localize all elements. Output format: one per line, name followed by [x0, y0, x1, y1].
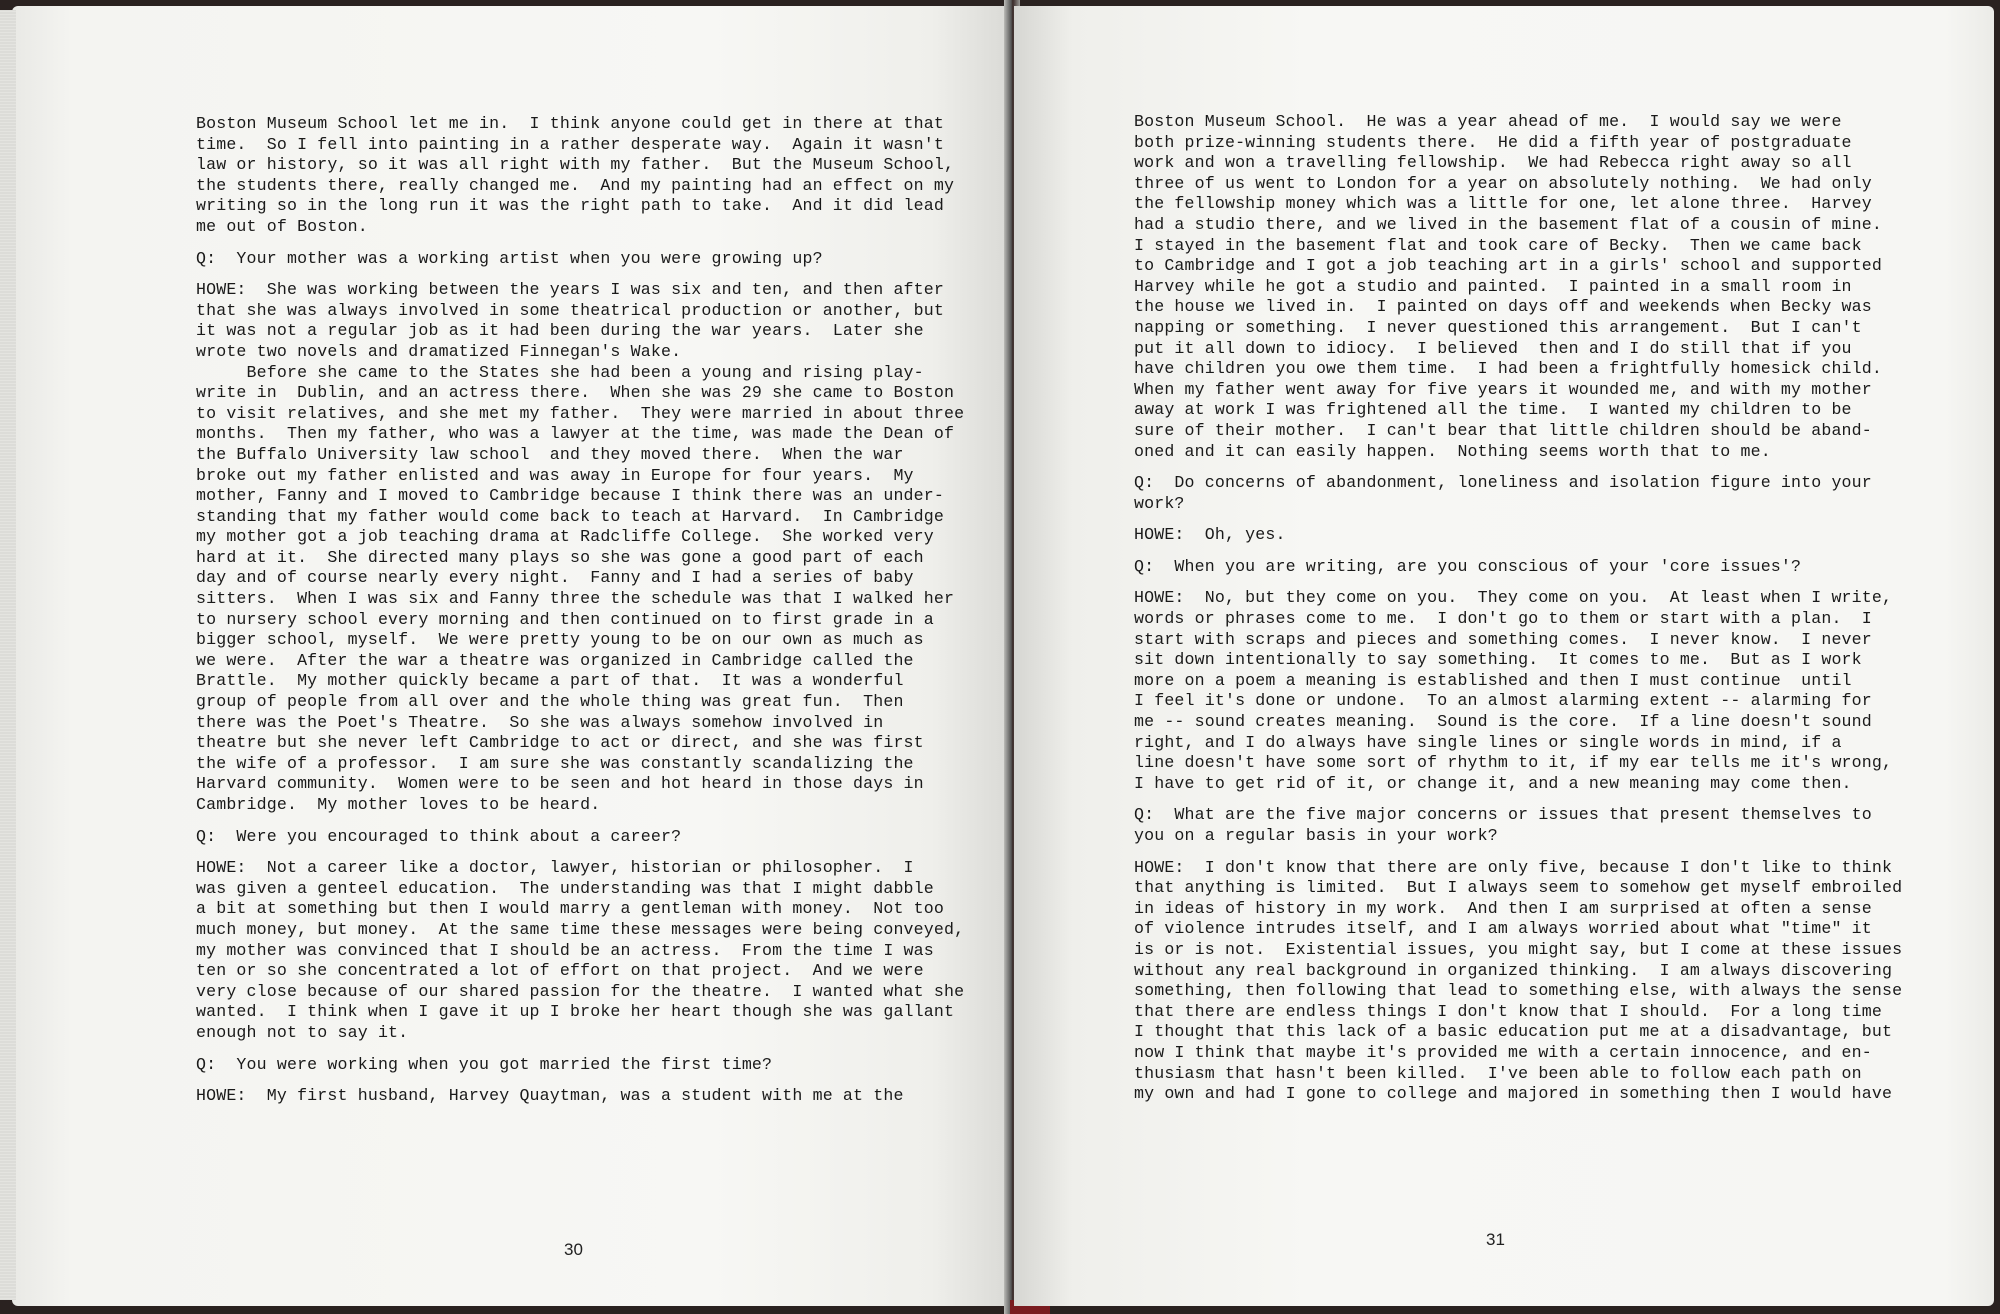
text-line: writing so in the long run it was the right path to take. And it did lead	[196, 196, 944, 216]
text-line: HOWE: No, but they come on you. They come on you. At least when I write,	[1134, 588, 1893, 608]
text-line: Q: You were working when you got married the first time?	[196, 1054, 773, 1074]
text-line: wrote two novels and dramatized Finnegan's Wake.	[196, 341, 682, 361]
text-line: right, and I do always have single lines or single words in mind, if a	[1134, 732, 1842, 752]
text-line: When my father went away for five years it wounded me, and with my mother	[1134, 379, 1872, 399]
text-line: Brattle. My mother quickly became a part of that. It was a wonderful	[196, 671, 904, 691]
left-page-number: 30	[564, 1240, 583, 1259]
left-page	[12, 6, 1012, 1306]
text-line: words or phrases come to me. I don't go to them or start with a plan. I	[1134, 609, 1872, 629]
text-line: the wife of a professor. I am sure she was constantly scandalizing the	[196, 753, 914, 773]
text-line: in ideas of history in my work. And then I am surprised at often a sense	[1134, 898, 1872, 918]
text-line: Q: Do concerns of abandonment, loneliness and isolation figure into your	[1134, 473, 1872, 493]
text-line: sure of their mother. I can't bear that little children should be aband-	[1134, 420, 1872, 440]
text-line: Boston Museum School. He was a year ahead of me. I would say we were	[1134, 112, 1842, 131]
text-line: I thought that this lack of a basic education put me at a disadvantage, but	[1134, 1022, 1893, 1042]
text-line: had a studio there, and we lived in the basement flat of a cousin of mine.	[1134, 214, 1882, 234]
blank-line	[1134, 546, 1954, 557]
left-page-text	[196, 114, 996, 1107]
page-edges	[0, 10, 16, 1300]
text-line: there was the Poet's Theatre. So she was always somehow involved in	[196, 712, 884, 732]
text-line: bigger school, myself. We were pretty young to be on our own as much as	[196, 630, 924, 650]
text-line: was given a genteel education. The understanding was that I might dabble	[196, 878, 934, 898]
text-line: HOWE: Not a career like a doctor, lawyer, historian or philosopher. I	[196, 858, 914, 878]
text-line: work?	[1134, 493, 1185, 513]
text-line: law or history, so it was all right with my father. But the Museum School,	[196, 155, 955, 175]
text-line: Harvard community. Women were to be seen and hot heard in those days in	[196, 774, 924, 794]
text-line: that she was always involved in some theatrical production or another, but	[196, 300, 944, 320]
text-line: HOWE: My first husband, Harvey Quaytman, was a student with me at the	[196, 1086, 904, 1106]
text-line: very close because of our shared passion for the theatre. I wanted what she	[196, 981, 965, 1001]
text-line: the students there, really changed me. And my painting had an effect on my	[196, 175, 955, 195]
text-line: that anything is limited. But I always seem to somehow get myself embroiled	[1134, 878, 1903, 898]
text-line: ten or so she concentrated a lot of effort on that project. And we were	[196, 961, 924, 981]
text-line: is or is not. Existential issues, you might say, but I come at these issues	[1134, 939, 1903, 959]
text-line: me out of Boston.	[196, 216, 368, 236]
blank-line	[196, 847, 996, 858]
text-line: we were. After the war a theatre was organized in Cambridge called the	[196, 650, 914, 670]
blank-line	[1134, 514, 1954, 525]
text-line: work and won a travelling fellowship. We had Rebecca right away so all	[1134, 153, 1852, 173]
text-line: to Cambridge and I got a job teaching art in a girls' school and supported	[1134, 256, 1882, 276]
blank-line	[1134, 462, 1954, 473]
blank-line	[1134, 577, 1954, 588]
text-line: day and of course nearly every night. Fanny and I had a series of baby	[196, 568, 914, 588]
blank-line	[196, 238, 996, 249]
text-line: time. So I fell into painting in a rather desperate way. Again it wasn't	[196, 134, 944, 154]
blank-line	[196, 269, 996, 280]
text-line: the Buffalo University law school and they moved there. When the war	[196, 444, 904, 464]
text-line: Cambridge. My mother loves to be heard.	[196, 795, 601, 814]
text-line: three of us went to London for a year on absolutely nothing. We had only	[1134, 173, 1872, 193]
text-line: Q: Were you encouraged to think about a career?	[196, 826, 682, 846]
text-line: Boston Museum School let me in. I think anyone could get in there at that	[196, 114, 944, 133]
text-line: start with scraps and pieces and something comes. I never know. I never	[1134, 629, 1872, 649]
text-line: the house we lived in. I painted on days off and weekends when Becky was	[1134, 297, 1872, 317]
blank-line	[196, 816, 996, 827]
text-line: I have to get rid of it, or change it, and a new meaning may come then.	[1134, 773, 1852, 793]
text-line: thusiasm that hasn't been killed. I've been able to follow each path on	[1134, 1063, 1862, 1083]
right-page-number: 31	[1486, 1230, 1505, 1249]
text-line: oned and it can easily happen. Nothing seems worth that to me.	[1134, 441, 1771, 461]
text-line: group of people from all over and the whole thing was great fun. Then	[196, 692, 904, 712]
text-line: Harvey while he got a studio and painted. I painted in a small room in	[1134, 276, 1852, 296]
text-line: more on a poem a meaning is established and then I must continue until	[1134, 670, 1852, 690]
text-line: mother, Fanny and I moved to Cambridge because I think there was an under-	[196, 486, 944, 506]
text-line: wanted. I think when I gave it up I broke her heart though she was gallant	[196, 1002, 955, 1022]
text-line: I stayed in the basement flat and took care of Becky. Then we came back	[1134, 235, 1862, 255]
text-line: me -- sound creates meaning. Sound is the core. If a line doesn't sound	[1134, 712, 1872, 732]
text-line: I feel it's done or undone. To an almost alarming extent -- alarming for	[1134, 691, 1872, 711]
text-line: enough not to say it.	[196, 1022, 409, 1042]
text-line: write in Dublin, and an actress there. When she was 29 she came to Boston	[196, 383, 955, 403]
text-line: of violence intrudes itself, and I am always worried about what "time" it	[1134, 919, 1872, 939]
text-line: Q: Your mother was a working artist when you were growing up?	[196, 248, 823, 268]
text-line: to nursery school every morning and then continued on to first grade in a	[196, 609, 934, 629]
blank-line	[196, 1044, 996, 1055]
right-page-text	[1134, 112, 1954, 1105]
text-line: it was not a regular job as it had been during the war years. Later she	[196, 321, 924, 341]
right-page	[1014, 6, 1994, 1306]
text-line: something, then following that lead to something else, with always the sense	[1134, 981, 1903, 1001]
text-line: sit down intentionally to say something. It comes to me. But as I work	[1134, 650, 1862, 670]
text-line: a bit at something but then I would marry a gentleman with money. Not too	[196, 899, 944, 919]
text-line: without any real background in organized thinking. I am always discovering	[1134, 960, 1893, 980]
text-line: Q: What are the five major concerns or issues that present themselves to	[1134, 805, 1872, 825]
text-line: HOWE: I don't know that there are only five, because I don't like to think	[1134, 857, 1893, 877]
text-line: standing that my father would come back to teach at Harvard. In Cambridge	[196, 506, 944, 526]
text-line: hard at it. She directed many plays so she was gone a good part of each	[196, 547, 924, 567]
text-line: napping or something. I never questioned this arrangement. But I can't	[1134, 317, 1862, 337]
blank-line	[1134, 847, 1954, 858]
text-line: HOWE: She was working between the years I was six and ten, and then after	[196, 280, 944, 300]
text-line: the fellowship money which was a little for one, let alone three. Harvey	[1134, 194, 1872, 214]
text-line: that there are endless things I don't know that I should. For a long time	[1134, 1001, 1882, 1021]
text-line: line doesn't have some sort of rhythm to it, if my ear tells me it's wrong,	[1134, 753, 1893, 773]
text-line: my mother was convinced that I should be an actress. From the time I was	[196, 940, 934, 960]
text-line: you on a regular basis in your work?	[1134, 826, 1498, 845]
text-line: to visit relatives, and she met my father. They were married in about three	[196, 403, 965, 423]
text-line: months. Then my father, who was a lawyer at the time, was made the Dean of	[196, 424, 955, 444]
blank-line	[196, 1075, 996, 1086]
text-line: much money, but money. At the same time these messages were being conveyed,	[196, 919, 965, 939]
text-line: theatre but she never left Cambridge to act or direct, and she was first	[196, 733, 924, 753]
text-line: now I think that maybe it's provided me with a certain innocence, and en-	[1134, 1042, 1872, 1062]
text-line: broke out my father enlisted and was away in Europe for four years. My	[196, 465, 914, 485]
text-line: Q: When you are writing, are you conscious of your 'core issues'?	[1134, 556, 1802, 576]
text-line: Before she came to the States she had been a young and rising play-	[196, 362, 924, 382]
text-line: both prize-winning students there. He did a fifth year of postgraduate	[1134, 132, 1852, 152]
text-line: have children you owe them time. I had been a frightfully homesick child.	[1134, 359, 1882, 379]
blank-line	[1134, 794, 1954, 805]
text-line: away at work I was frightened all the time. I wanted my children to be	[1134, 400, 1852, 420]
text-line: my mother got a job teaching drama at Radcliffe College. She worked very	[196, 527, 934, 547]
text-line: HOWE: Oh, yes.	[1134, 525, 1286, 545]
text-line: put it all down to idiocy. I believed then and I do still that if you	[1134, 338, 1852, 358]
text-line: my own and had I gone to college and majored in something then I would have	[1134, 1084, 1893, 1104]
text-line: sitters. When I was six and Fanny three the schedule was that I walked her	[196, 589, 955, 609]
